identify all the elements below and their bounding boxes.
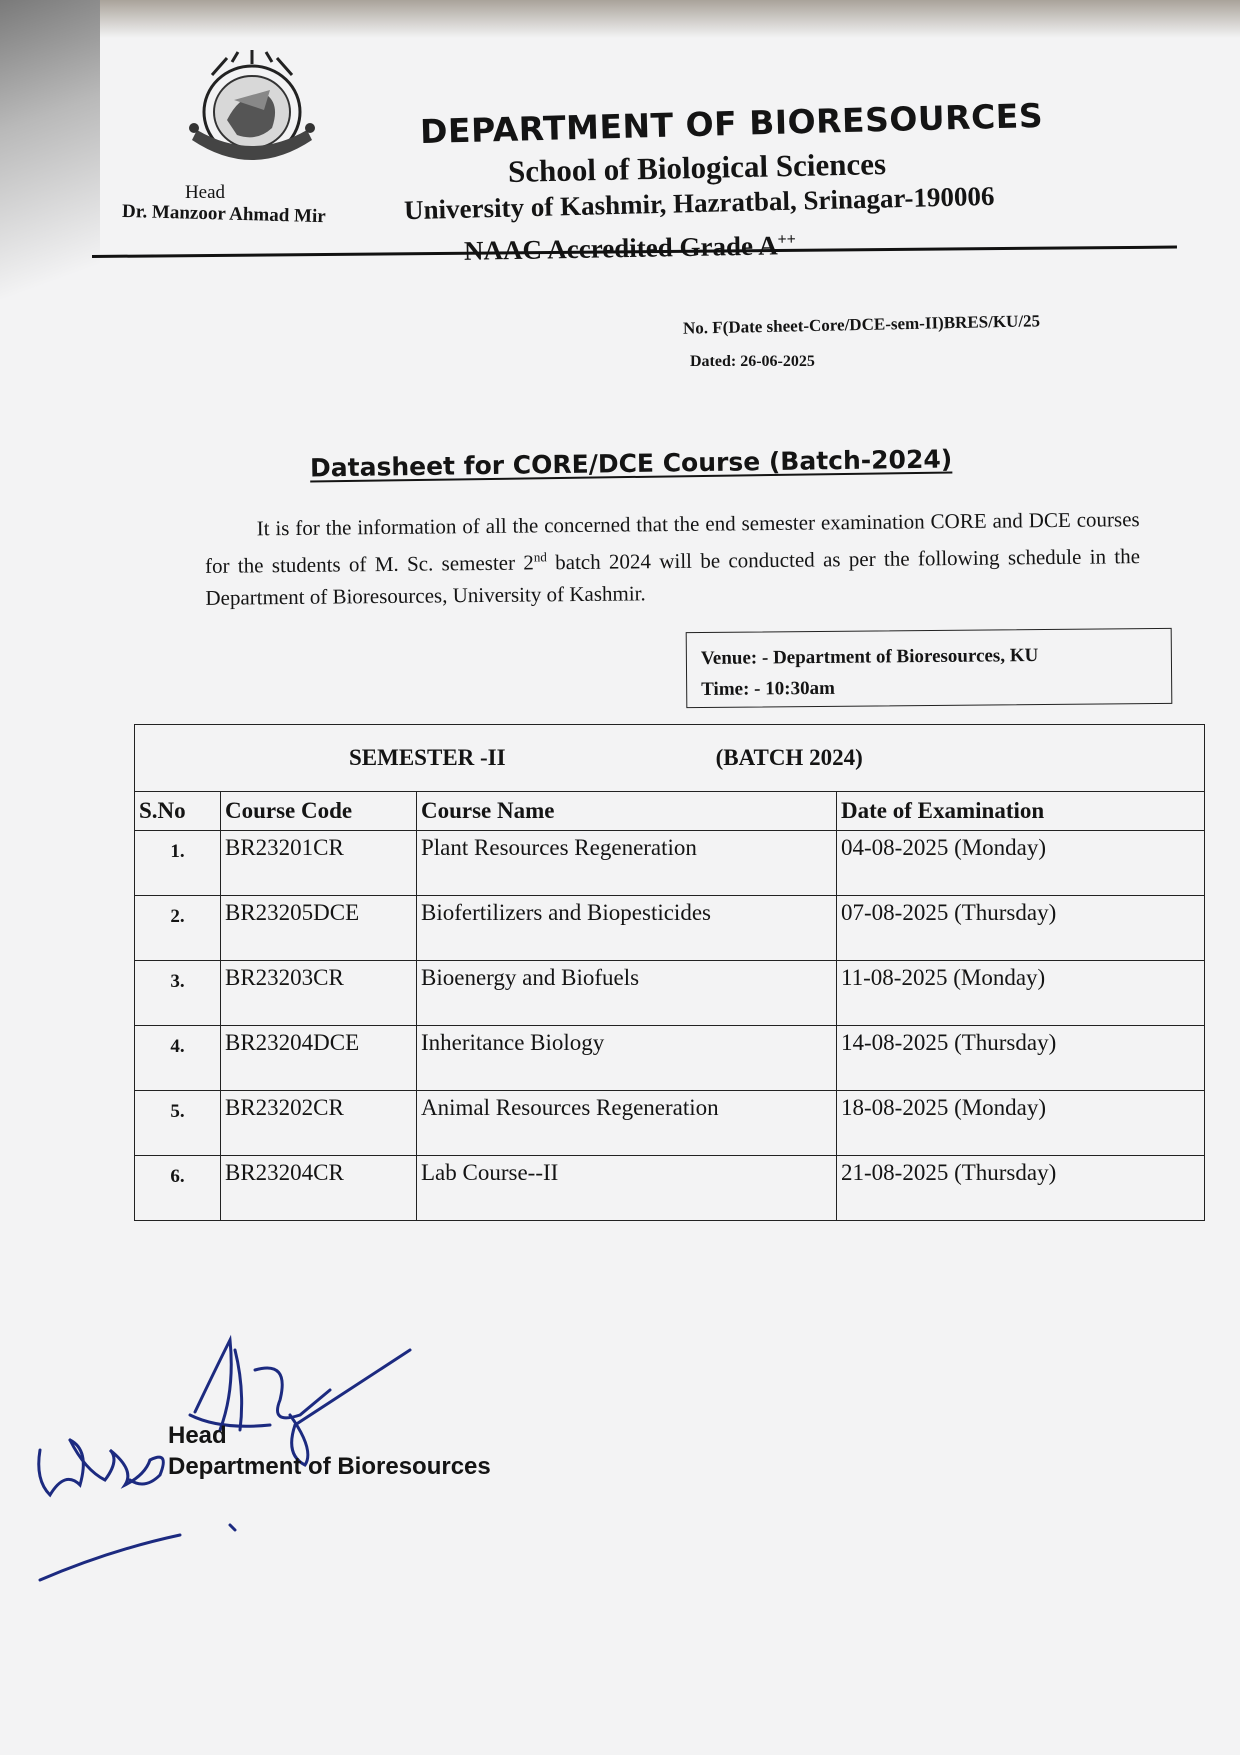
table-row <box>135 896 1205 961</box>
header-sno: S.No <box>135 792 221 831</box>
cell-sno: 6. <box>135 1156 221 1221</box>
paragraph-part-1: It is for the information of all the concerned that the end semester examination CORE and DCE courses for the students of M. Sc. semester 2 <box>204 507 1140 578</box>
venue-box <box>686 628 1173 708</box>
university-address: University of Kashmir, Hazratbal, Srinagar-190006 <box>403 180 995 226</box>
semester-row <box>135 725 1205 792</box>
header-course-name: Course Name <box>417 792 837 831</box>
cell-sno: 4. <box>135 1026 221 1091</box>
table-row <box>135 1091 1205 1156</box>
university-emblem-icon <box>172 50 332 170</box>
paragraph-sup: nd <box>533 549 547 565</box>
header-course-code: Course Code <box>221 792 417 831</box>
table-row <box>135 1026 1205 1091</box>
cell-course-name: Bioenergy and Biofuels <box>417 961 837 1026</box>
cell-course-name: Lab Course--II <box>417 1156 837 1221</box>
cell-sno: 2. <box>135 896 221 961</box>
cell-sno: 5. <box>135 1091 221 1156</box>
semester-cell <box>135 725 1205 792</box>
cell-course-code: BR23204DCE <box>221 1026 417 1091</box>
batch-label: (BATCH 2024) <box>715 745 863 770</box>
cell-course-name: Biofertilizers and Biopesticides <box>417 896 837 961</box>
table-header-row <box>135 792 1205 831</box>
paragraph-part-2: batch 2024 will be conducted as per the following schedule in the Department of Bioresources, University of Kashmir. <box>205 544 1141 610</box>
cell-course-name: Plant Resources Regeneration <box>417 831 837 896</box>
department-title: DEPARTMENT OF BIORESOURCES <box>419 95 1044 152</box>
table-row <box>135 831 1205 896</box>
signatory-title: Head <box>168 1422 227 1449</box>
signatory-department: Department of Bioresources <box>168 1453 491 1480</box>
cell-date: 21-08-2025 (Thursday) <box>837 1156 1205 1221</box>
table-row <box>135 961 1205 1026</box>
head-label: Head <box>184 182 226 203</box>
cell-sno: 3. <box>135 961 221 1026</box>
cell-date: 14-08-2025 (Thursday) <box>837 1026 1205 1091</box>
cell-course-code: BR23202CR <box>221 1091 417 1156</box>
cell-course-name: Inheritance Biology <box>417 1026 837 1091</box>
cell-date: 07-08-2025 (Thursday) <box>837 896 1205 961</box>
naac-grade-sup: ++ <box>777 231 796 249</box>
time-line: Time: - 10:30am <box>701 677 835 700</box>
header-date: Date of Examination <box>837 792 1205 831</box>
naac-text: NAAC Accredited Grade A <box>463 230 778 266</box>
cell-date: 18-08-2025 (Monday) <box>837 1091 1205 1156</box>
cell-course-code: BR23204CR <box>221 1156 417 1221</box>
cell-course-name: Animal Resources Regeneration <box>417 1091 837 1156</box>
cell-date: 04-08-2025 (Monday) <box>837 831 1205 896</box>
venue-line: Venue: - Department of Bioresources, KU <box>700 645 1039 669</box>
notice-paragraph <box>204 503 1140 614</box>
cell-course-code: BR23205DCE <box>221 896 417 961</box>
semester-label: SEMESTER -II <box>349 745 506 770</box>
cell-course-code: BR23203CR <box>221 961 417 1026</box>
cell-sno: 1. <box>135 831 221 896</box>
cell-date: 11-08-2025 (Monday) <box>837 961 1205 1026</box>
table-row <box>135 1156 1205 1221</box>
school-name: School of Biological Sciences <box>507 146 887 189</box>
document-title: Datasheet for CORE/DCE Course (Batch-2024) <box>309 444 953 483</box>
schedule-table <box>134 724 1204 1221</box>
reference-number: No. F(Date sheet-Core/DCE-sem-II)BRES/KU/25 <box>682 311 1041 338</box>
dated: Dated: 26-06-2025 <box>690 353 815 370</box>
head-name: Dr. Manzoor Ahmad Mir <box>121 200 326 228</box>
cell-course-code: BR23201CR <box>221 831 417 896</box>
